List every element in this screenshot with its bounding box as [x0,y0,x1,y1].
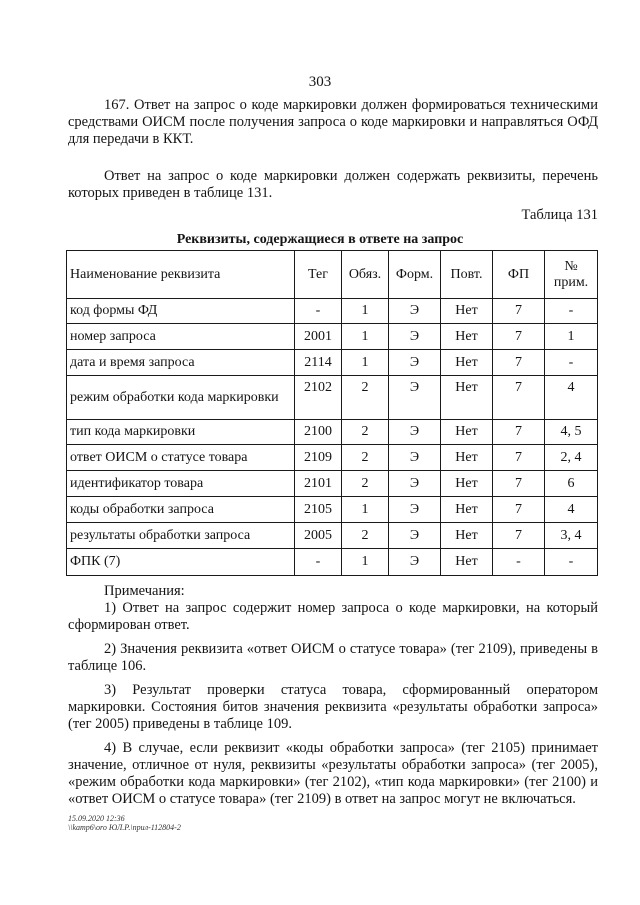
table-row [67,324,598,350]
table-title: Реквизиты, содержащиеся в ответе на запрос [176,232,464,247]
cell-repeat: Нет [441,497,493,523]
header-obligation: Обяз. [342,251,389,299]
table-row [67,497,598,523]
cell-tag: 2114 [295,350,342,376]
cell-fp: 7 [493,445,545,471]
cell-format: Э [389,471,441,497]
header-note: № прим. [545,251,598,299]
header-format: Форм. [389,251,441,299]
cell-repeat: Нет [441,420,493,445]
note-2: 2) Значения реквизита «ответ ОИСМ о статусе товара» (тег 2109), приведены в таблице 106. [68,641,598,674]
cell-note: 4, 5 [545,420,598,445]
cell-note: 4 [545,497,598,523]
cell-tag: 2001 [295,324,342,350]
table-header-row [67,251,598,299]
cell-obligation: 2 [342,376,389,420]
notes-heading: Примечания: [104,583,185,599]
paragraph-requisites-intro: Ответ на запрос о коде маркировки должен содержать реквизиты, перечень которых приведен в таблице 131. [68,168,598,201]
paragraph-167: 167. Ответ на запрос о коде маркировки должен формироваться техническими средствами ОИСМ после получения запроса о коде маркировки и направляться ОФД для передачи в ККТ. [68,97,598,147]
cell-repeat: Нет [441,324,493,350]
cell-repeat: Нет [441,350,493,376]
cell-name: код формы ФД [67,299,295,324]
note-4: 4) В случае, если реквизит «коды обработки запроса» (тег 2105) принимает значение, отличное от нуля, реквизиты «результаты обработки запроса» (тег 2005), «режим обработки кода маркировки» (тег 2102), «тип кода маркировки» (тег 2100) и «ответ ОИСМ о статусе товара» (тег 2109) в ответ на запрос могут не включаться. [68,740,598,807]
cell-tag: - [295,549,342,576]
cell-obligation: 2 [342,445,389,471]
cell-obligation: 1 [342,350,389,376]
cell-format: Э [389,420,441,445]
cell-fp: 7 [493,350,545,376]
cell-repeat: Нет [441,523,493,549]
cell-format: Э [389,523,441,549]
cell-format: Э [389,376,441,420]
cell-note: - [545,299,598,324]
cell-obligation: 2 [342,471,389,497]
table-label: Таблица 131 [521,207,598,223]
footer-stamp-date: 15.09.2020 12:36 [68,814,125,823]
page-number: 303 [308,74,332,90]
cell-tag: 2101 [295,471,342,497]
cell-tag: 2102 [295,376,342,420]
cell-format: Э [389,549,441,576]
cell-repeat: Нет [441,299,493,324]
cell-name: режим обработки кода маркировки [67,376,295,420]
cell-format: Э [389,299,441,324]
cell-tag: 2100 [295,420,342,445]
cell-note: 6 [545,471,598,497]
cell-name: коды обработки запроса [67,497,295,523]
cell-note: 3, 4 [545,523,598,549]
cell-name: ответ ОИСМ о статусе товара [67,445,295,471]
header-repeat: Повт. [441,251,493,299]
cell-obligation: 2 [342,523,389,549]
cell-fp: 7 [493,497,545,523]
header-name: Наименование реквизита [67,251,295,299]
table-row [67,523,598,549]
table-body [67,299,598,576]
cell-obligation: 1 [342,549,389,576]
cell-fp: 7 [493,299,545,324]
table-row [67,420,598,445]
cell-obligation: 1 [342,324,389,350]
cell-repeat: Нет [441,445,493,471]
cell-name: идентификатор товара [67,471,295,497]
cell-fp: 7 [493,471,545,497]
note-3: 3) Результат проверки статуса товара, сформированный оператором маркировки. Состояния битов значения реквизита «результаты обработки запроса» (тег 2005) приведены в таблице 109. [68,682,598,732]
cell-repeat: Нет [441,471,493,497]
cell-obligation: 1 [342,299,389,324]
cell-format: Э [389,324,441,350]
cell-obligation: 1 [342,497,389,523]
table-row [67,549,598,576]
table-row [67,350,598,376]
cell-repeat: Нет [441,376,493,420]
cell-tag: - [295,299,342,324]
cell-name: ФПК (7) [67,549,295,576]
cell-name: результаты обработки запроса [67,523,295,549]
cell-tag: 2109 [295,445,342,471]
cell-name: номер запроса [67,324,295,350]
cell-note: - [545,350,598,376]
cell-name: дата и время запроса [67,350,295,376]
cell-repeat: Нет [441,549,493,576]
table-row [67,471,598,497]
cell-fp: 7 [493,523,545,549]
cell-fp: - [493,549,545,576]
cell-format: Э [389,350,441,376]
note-1: 1) Ответ на запрос содержит номер запроса о коде маркировки, на который сформирован ответ. [68,600,598,633]
footer-stamp-path: \\kamp6\oro ЮЛ.Р.\прил-112804-2 [68,823,181,832]
cell-fp: 7 [493,324,545,350]
table-row [67,299,598,324]
cell-format: Э [389,445,441,471]
cell-format: Э [389,497,441,523]
cell-tag: 2105 [295,497,342,523]
requisites-table [66,250,598,576]
header-tag: Тег [295,251,342,299]
cell-note: 1 [545,324,598,350]
cell-note: 2, 4 [545,445,598,471]
cell-name: тип кода маркировки [67,420,295,445]
header-fp: ФП [493,251,545,299]
cell-tag: 2005 [295,523,342,549]
table-row [67,445,598,471]
table-row [67,376,598,420]
cell-note: - [545,549,598,576]
cell-note: 4 [545,376,598,420]
cell-obligation: 2 [342,420,389,445]
cell-fp: 7 [493,420,545,445]
cell-fp: 7 [493,376,545,420]
